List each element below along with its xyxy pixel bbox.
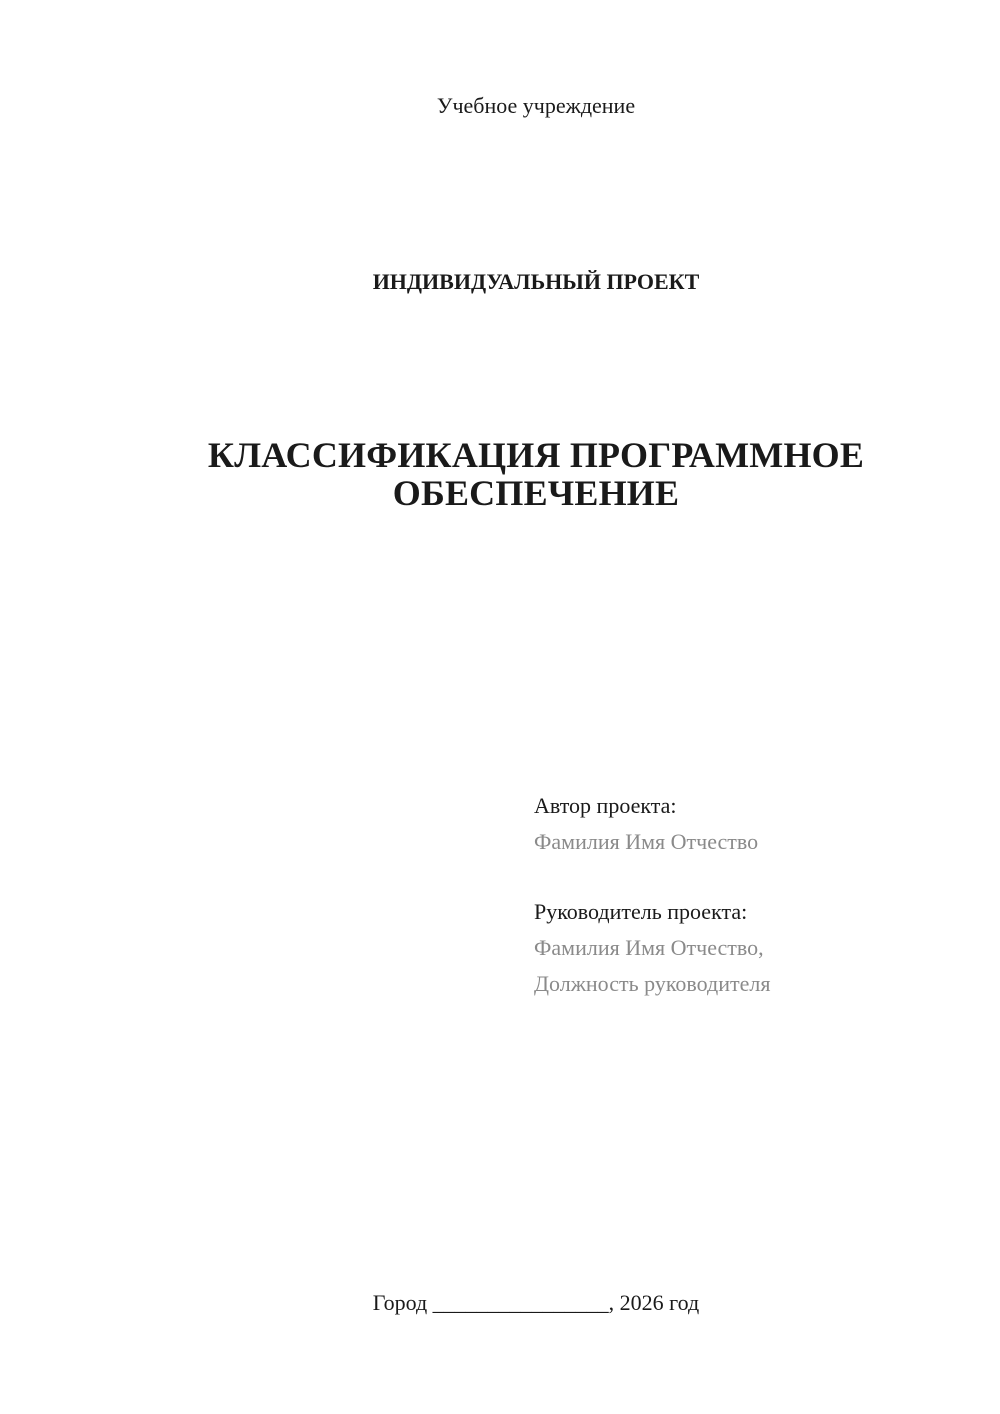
- supervisor-name: Фамилия Имя Отчество,: [534, 935, 764, 960]
- author-block: [534, 788, 974, 860]
- project-title: [0, 436, 1000, 512]
- project-title-line-2: ОБЕСПЕЧЕНИЕ: [392, 473, 680, 513]
- project-title-line-1: КЛАССИФИКАЦИЯ ПРОГРАММНОЕ: [207, 435, 865, 475]
- institution-name: Учебное учреждение: [436, 93, 636, 118]
- supervisor-position: Должность руководителя: [534, 971, 771, 996]
- author-name: Фамилия Имя Отчество: [534, 829, 759, 854]
- author-label: Автор проекта:: [534, 793, 677, 818]
- credits-block: [534, 788, 974, 1002]
- supervisor-block: [534, 894, 974, 1002]
- document-type: ИНДИВИДУАЛЬНЫЙ ПРОЕКТ: [372, 269, 700, 294]
- supervisor-label: Руководитель проекта:: [534, 899, 748, 924]
- city-year-line: Город ________________, 2026 год: [372, 1290, 700, 1315]
